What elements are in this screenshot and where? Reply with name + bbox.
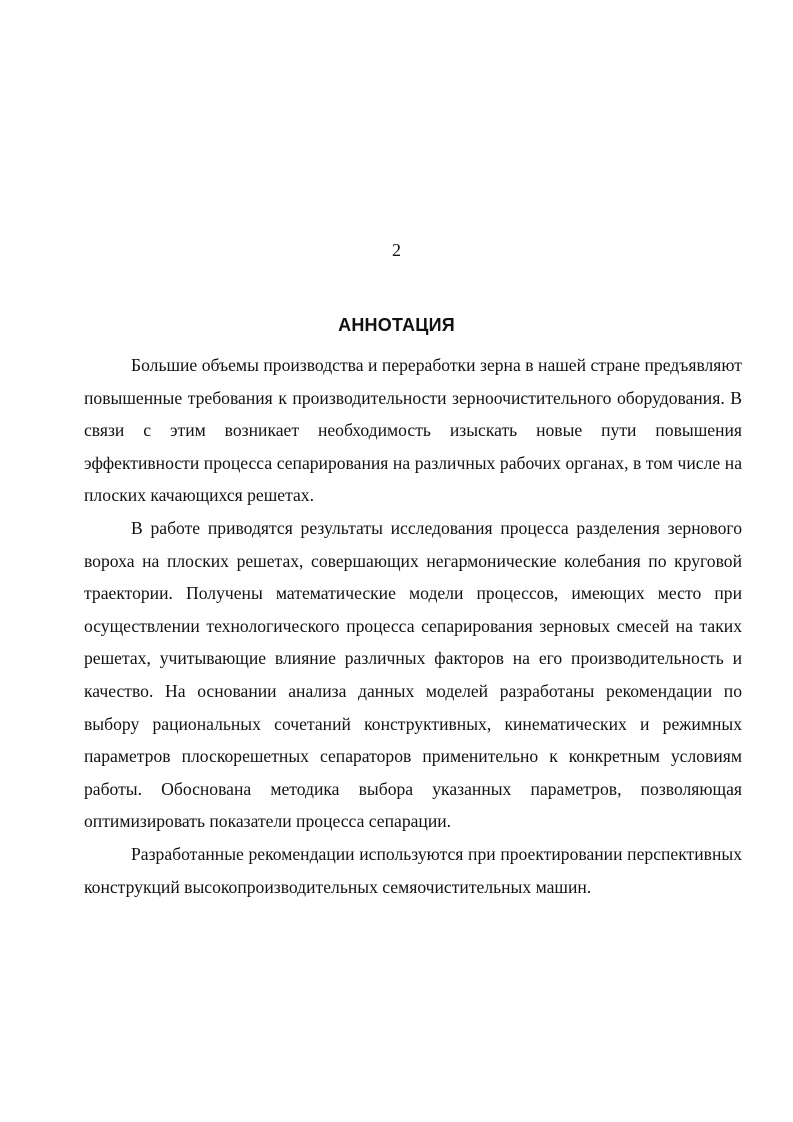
abstract-body [84, 349, 742, 903]
abstract-paragraph-2: В работе приводятся результаты исследования процесса разделения зернового вороха на плоских решетах, совершающих негармонические колебания по круговой траектории. Получены математические модели процессов, имеющих место при осуществлении технологического процесса сепарирования зерновых смесей на таких решетах, учитывающие влияние различных факторов на его производительность и качество. На основании анализа данных моделей разработаны рекомендации по выбору рациональных сочетаний конструктивных, кинематических и режимных параметров плоскорешетных сепараторов применительно к конкретным условиям работы. Обоснована методика выбора указанных параметров, позволяющая оптимизировать показатели процесса сепарации. [84, 517, 742, 832]
abstract-heading: АННОТАЦИЯ [338, 315, 455, 335]
abstract-paragraph-3: Разработанные рекомендации используются при проектировании перспективных конструкций высокопроизводительных семяочистительных машин. [84, 843, 742, 897]
page-number: 2 [392, 240, 401, 260]
abstract-paragraph-1: Большие объемы производства и переработки зерна в нашей стране предъявляют повышенные требования к производительности зерноочистительного оборудования. В связи с этим возникает необходимость изыскать новые пути повышения эффективности процесса сепарирования на различных рабочих органах, в том числе на плоских качающихся решетах. [84, 355, 742, 506]
